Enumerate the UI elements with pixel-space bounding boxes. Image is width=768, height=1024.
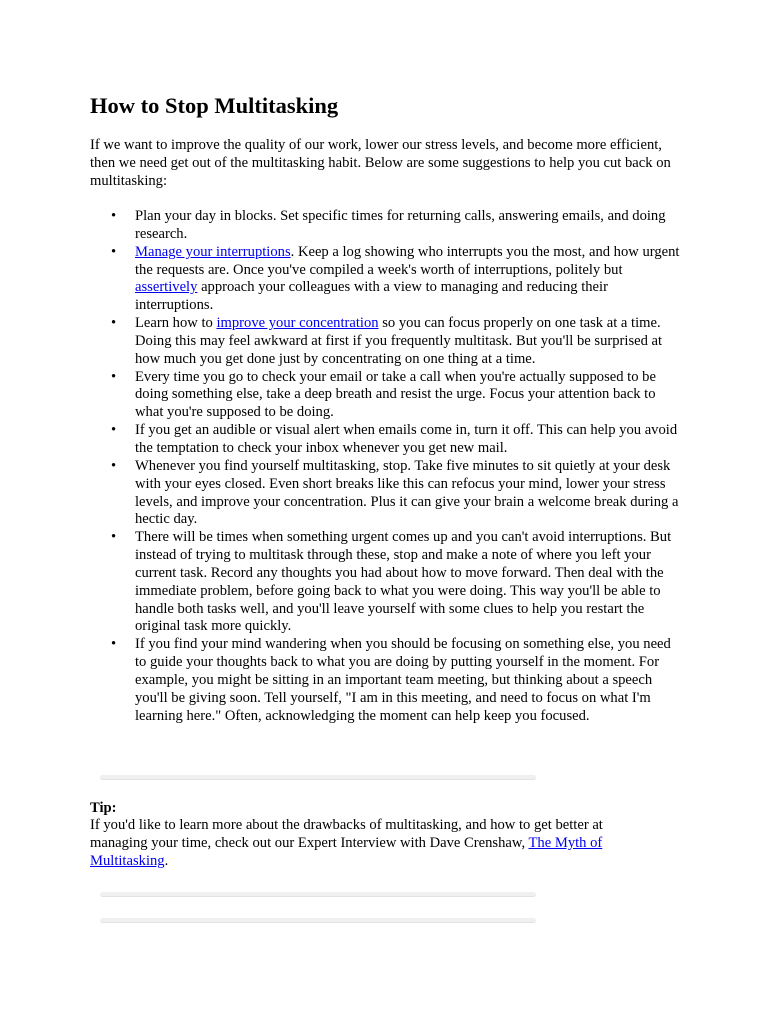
list-item	[90, 369, 680, 423]
tip-paragraph	[90, 817, 635, 871]
item-text: so you can focus properly on one task at a time. Doing this may feel awkward at first if you frequently multitask. But you'll be surprised at how much you get done just by concentrating on one thing at a time.	[135, 315, 663, 367]
item-text: There will be times when something urgent comes up and you can't avoid interruptions. But instead of trying to multitask through these, stop and make a note of where you left your current task. Record any thoughts you had about how to move forward. Then deal with the immediate problem, before going back to what you were doing. This way you'll be able to handle both tasks well, and you'll leave yourself with some clues to help you restart the original task more quickly.	[135, 529, 672, 635]
bullet-icon: •	[111, 457, 117, 474]
improve-concentration-link[interactable]: improve your concentration	[216, 315, 379, 332]
item-text: If you find your mind wandering when you should be focusing on something else, you need to guide your thoughts back to what you are doing by putting yourself in the moment. For example, you might be sitting in an important team meeting, but thinking about a speech you'll be giving soon. Tell yourself, "I am in this meeting, and need to focus on what I'm learning here." Often, acknowledging the moment can help keep you focused.	[135, 636, 671, 724]
item-text: Learn how to	[135, 315, 217, 332]
list-item	[90, 315, 680, 369]
myth-of-multitasking-link[interactable]: The Myth of Multitasking	[90, 834, 603, 869]
bullet-icon: •	[111, 422, 117, 439]
tip-heading: Tip:	[90, 800, 117, 816]
list-item	[90, 636, 680, 725]
list-item	[90, 208, 680, 244]
intro-paragraph: If we want to improve the quality of our work, lower our stress levels, and become more efficient, then we need get out of the multitasking habit. Below are some suggestions to help you cut back on multitasking:	[90, 137, 671, 189]
bullet-icon: •	[111, 243, 117, 260]
item-text: Plan your day in blocks. Set specific times for returning calls, answering emails, and doing research.	[135, 208, 666, 242]
item-text: approach your colleagues with a view to managing and reducing their interruptions.	[135, 279, 608, 314]
tip-text: If you'd like to learn more about the drawbacks of multitasking, and how to get better at managing your time, check out our Expert Interview with Dave Crenshaw,	[90, 817, 603, 851]
article	[90, 92, 680, 869]
page-title: How to Stop Multitasking	[90, 93, 339, 118]
divider	[100, 892, 536, 897]
manage-interruptions-link[interactable]: Manage your interruptions	[135, 243, 291, 260]
item-text: Every time you go to check your email or take a call when you're actually supposed to be doing something else, take a deep breath and resist the urge. Focus your attention back to what you're supposed to be doing.	[135, 368, 656, 421]
tip-end: .	[164, 852, 169, 869]
assertively-link[interactable]: assertively	[135, 279, 198, 296]
item-text: If you get an audible or visual alert when emails come in, turn it off. This can help you avoid the temptation to check your inbox whenever you get new mail.	[135, 422, 678, 456]
list-item	[90, 244, 680, 315]
list-item	[90, 458, 680, 529]
bullet-icon: •	[111, 208, 117, 224]
item-text: . Keep a log showing who interrupts you the most, and how urgent the requests are. Once you've compiled a week's worth of interruptions, politely but	[135, 243, 680, 278]
item-text: Whenever you find yourself multitasking, stop. Take five minutes to sit quietly at your desk with your eyes closed. Even short breaks like this can refocus your mind, lower your stress levels, and improve your concentration. Plus it can give your brain a welcome break during a hectic day.	[135, 457, 679, 528]
bullet-icon: •	[111, 636, 117, 653]
suggestions-list	[90, 208, 680, 725]
bullet-icon: •	[111, 529, 117, 546]
list-item	[90, 529, 680, 636]
bullet-icon: •	[111, 315, 117, 332]
divider	[100, 775, 536, 780]
list-item	[90, 422, 680, 458]
divider	[100, 918, 536, 923]
bullet-icon: •	[111, 368, 117, 385]
